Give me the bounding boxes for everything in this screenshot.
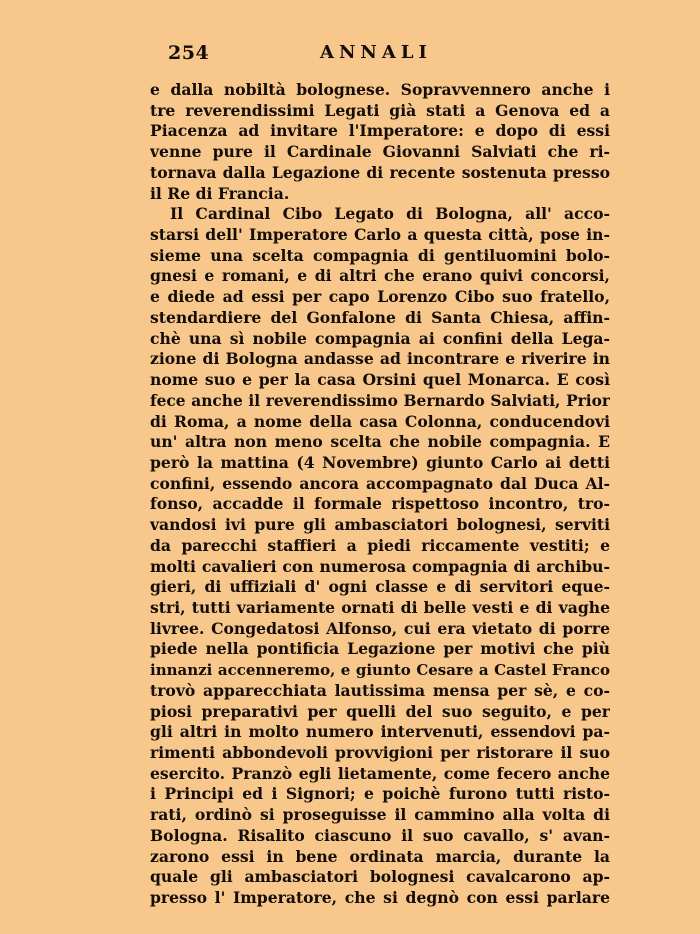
- text-line: molti cavalieri con numerosa compagnia di archibu-: [150, 556, 610, 576]
- text-line: livree. Congedatosi Alfonso, cui era vietato di porre: [150, 618, 610, 638]
- text-line: innanzi accenneremo, e giunto Cesare a Castel Franco: [150, 661, 610, 680]
- page-number: 254: [168, 42, 210, 64]
- text-line: fece anche il reverendissimo Bernardo Salviati, Prior: [150, 391, 610, 410]
- text-line: stendardiere del Gonfalone di Santa Chiesa, affin-: [150, 307, 610, 327]
- text-line: un' altra non meno scelta che nobile compagnia. E: [150, 432, 610, 452]
- text-line: presso l' Imperatore, che si degnò con essi parlare: [150, 888, 610, 908]
- text-line: quale gli ambasciatori bolognesi cavalcarono ap-: [150, 867, 610, 887]
- text-line: il Re di Francia.: [150, 183, 290, 203]
- text-line: Piacenza ad invitare l'Imperatore: e dopo di essi: [150, 121, 610, 141]
- text-line: trovò apparecchiata lautissima mensa per sè, e co-: [150, 680, 610, 700]
- text-line: gnesi e romani, e di altri che erano quivi concorsi,: [150, 266, 610, 286]
- text-line: rati, ordinò si proseguisse il cammino alla volta di: [150, 805, 610, 825]
- text-line: piosi preparativi per quelli del suo seguito, e per: [150, 701, 610, 721]
- running-head: ANNALI: [320, 42, 432, 63]
- text-line: zarono essi in bene ordinata marcia, durante la: [150, 846, 610, 866]
- text-line: da parecchi staffieri a piedi riccamente vestiti; e: [150, 535, 610, 555]
- body-text: [150, 80, 610, 909]
- text-line: i Principi ed i Signori; e poichè furono tutti risto-: [150, 784, 610, 804]
- text-line: gieri, di uffiziali d' ogni classe e di servitori eque-: [150, 577, 610, 597]
- text-line: chè una sì nobile compagnia ai confini della Lega-: [150, 328, 610, 348]
- text-line: esercito. Pranzò egli lietamente, come fecero anche: [150, 763, 610, 783]
- text-line: Il Cardinal Cibo Legato di Bologna, all' acco-: [170, 204, 610, 224]
- text-line: piede nella pontificia Legazione per motivi che più: [150, 639, 610, 659]
- text-line: fonso, accadde il formale rispettoso incontro, tro-: [150, 494, 610, 514]
- text-line: vandosi ivi pure gli ambasciatori bolognesi, serviti: [150, 515, 610, 535]
- text-line: starsi dell' Imperatore Carlo a questa città, pose in-: [150, 225, 610, 245]
- text-line: rimenti abbondevoli provvigioni per ristorare il suo: [150, 743, 610, 762]
- text-line: e diede ad essi per capo Lorenzo Cibo suo fratello,: [150, 287, 610, 307]
- text-line: però la mattina (4 Novembre) giunto Carlo ai detti: [150, 452, 610, 472]
- text-line: Bologna. Risalito ciascuno il suo cavallo, s' avan-: [150, 825, 610, 845]
- text-line: stri, tutti variamente ornati di belle vesti e di vaghe: [150, 597, 610, 617]
- text-line: venne pure il Cardinale Giovanni Salviati che ri-: [150, 142, 610, 162]
- text-line: nome suo e per la casa Orsini quel Monarca. E così: [150, 370, 610, 390]
- text-line: di Roma, a nome della casa Colonna, conducendovi: [150, 411, 610, 431]
- text-line: tornava dalla Legazione di recente sostenuta presso: [150, 162, 610, 182]
- text-line: gli altri in molto numero intervenuti, essendovi pa-: [150, 722, 610, 742]
- text-line: e dalla nobiltà bolognese. Sopravvennero anche i: [150, 80, 610, 99]
- text-line: tre reverendissimi Legati già stati a Genova ed a: [150, 100, 610, 120]
- text-line: confini, essendo ancora accompagnato dal Duca Al-: [150, 473, 610, 493]
- text-line: sieme una scelta compagnia di gentiluomini bolo-: [150, 245, 610, 265]
- page-header: [168, 42, 610, 68]
- text-line: zione di Bologna andasse ad incontrare e riverire in: [150, 349, 610, 369]
